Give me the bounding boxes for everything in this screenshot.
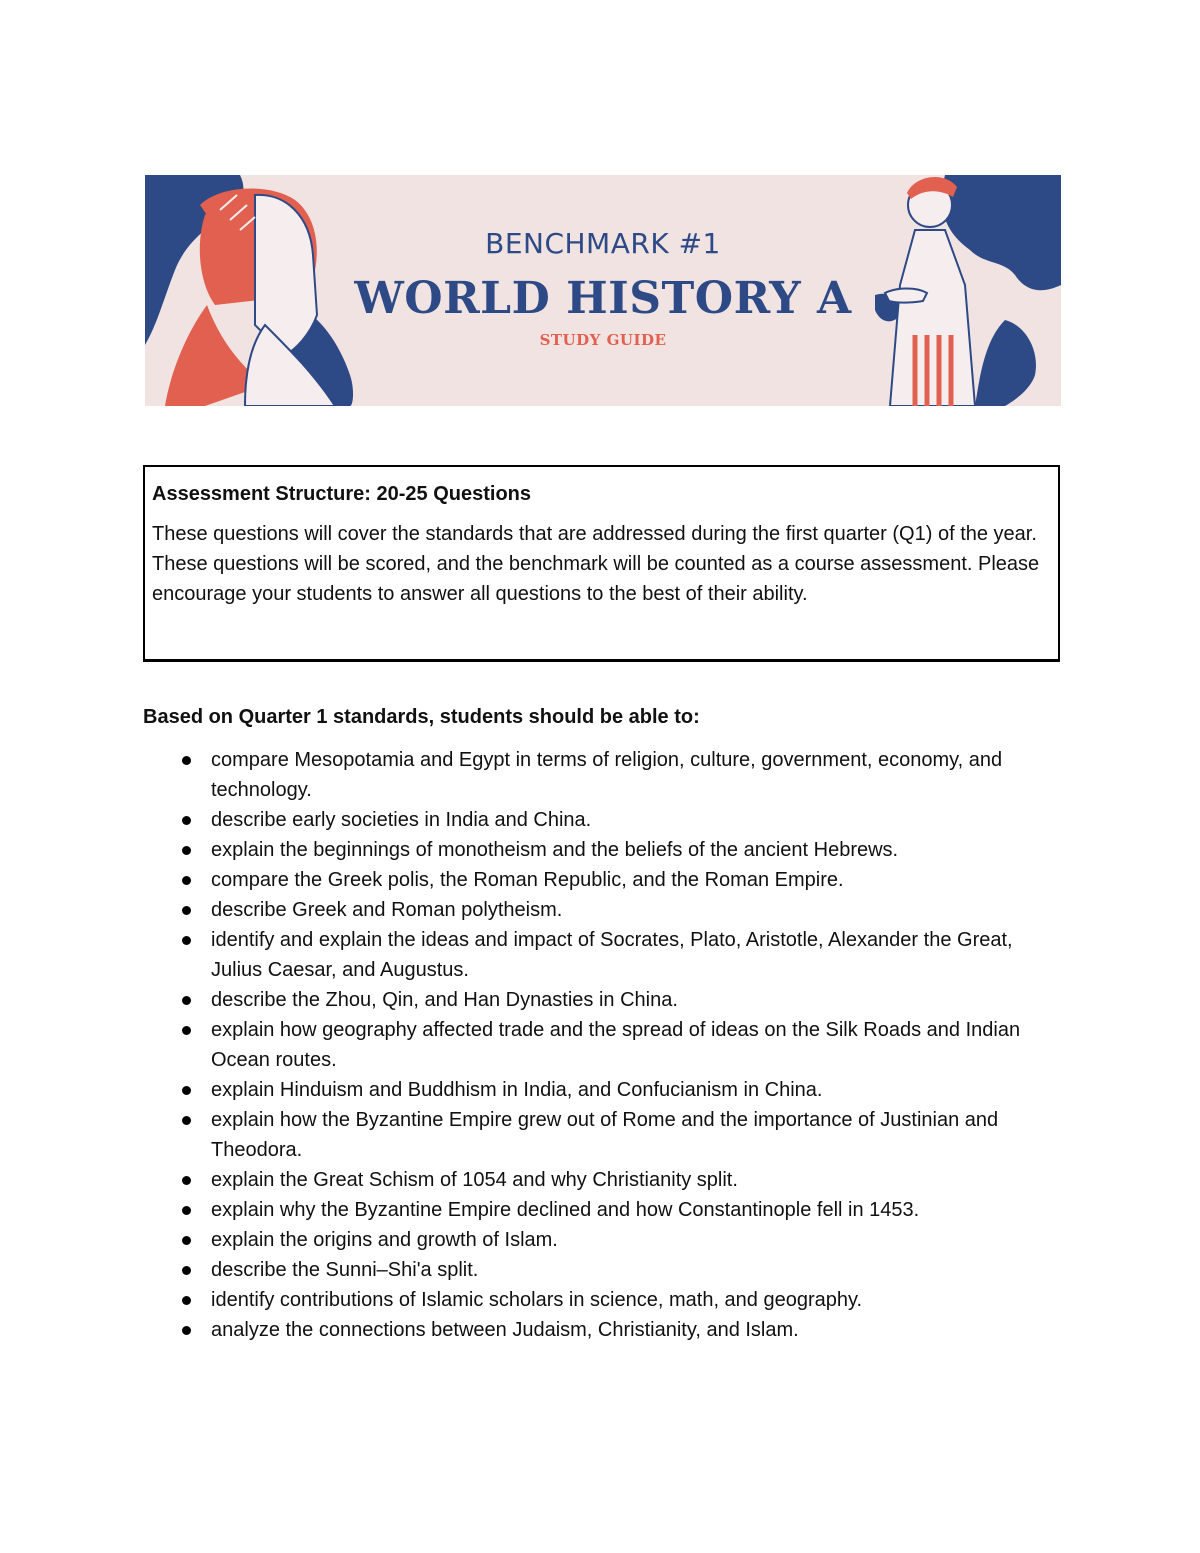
list-item-text: describe the Zhou, Qin, and Han Dynasties in China. (211, 989, 678, 1011)
list-item-text: identify and explain the ideas and impact of Socrates, Plato, Aristotle, Alexander the Great, Julius Caesar, and Augustus. (211, 929, 1013, 981)
standards-list (143, 745, 1063, 1345)
banner (145, 175, 1061, 406)
list-item-text: explain how the Byzantine Empire grew out of Rome and the importance of Justinian and Theodora. (211, 1109, 999, 1161)
bullet-icon (182, 1026, 191, 1035)
banner-tag: STUDY GUIDE (539, 331, 667, 349)
banner-subtitle: BENCHMARK #1 (485, 227, 721, 260)
bullet-icon (182, 1176, 191, 1185)
list-item-text: compare the Greek polis, the Roman Republic, and the Roman Empire. (211, 869, 844, 891)
bullet-icon (182, 1326, 191, 1335)
list-item-text: explain why the Byzantine Empire declined and how Constantinople fell in 1453. (211, 1199, 920, 1221)
bullet-icon (182, 1296, 191, 1305)
list-item (143, 985, 1063, 1015)
standards-heading: Based on Quarter 1 standards, students should be able to: (143, 706, 700, 728)
list-item (143, 745, 1063, 805)
list-item (143, 1165, 1063, 1195)
list-item-text: explain the beginnings of monotheism and the beliefs of the ancient Hebrews. (211, 839, 899, 861)
bullet-icon (182, 1236, 191, 1245)
list-item-text: describe Greek and Roman polytheism. (211, 899, 563, 921)
bullet-icon (182, 816, 191, 825)
list-item (143, 805, 1063, 835)
list-item-text: explain the Great Schism of 1054 and why Christianity split. (211, 1169, 738, 1191)
list-item (143, 1015, 1063, 1075)
list-item-text: identify contributions of Islamic scholars in science, math, and geography. (211, 1289, 863, 1311)
list-item (143, 1105, 1063, 1165)
bullet-icon (182, 876, 191, 885)
assessment-body: These questions will cover the standards that are addressed during the first quarter (Q1) of the year. These questions will be scored, and the benchmark will be counted as a course assessment. Please encourage your students to answer all questions to the best of their ability. (152, 523, 1040, 605)
bullet-icon (182, 1116, 191, 1125)
bullet-icon (182, 756, 191, 765)
list-item (143, 1255, 1063, 1285)
bullet-icon (182, 996, 191, 1005)
bullet-icon (182, 1206, 191, 1215)
list-item-text: explain the origins and growth of Islam. (211, 1229, 558, 1251)
list-item (143, 1195, 1063, 1225)
list-item-text: compare Mesopotamia and Egypt in terms of religion, culture, government, economy, and technology. (211, 749, 1003, 801)
list-item (143, 1315, 1063, 1345)
list-item (143, 1075, 1063, 1105)
banner-title: WORLD HISTORY A (354, 273, 852, 324)
bullet-icon (182, 906, 191, 915)
list-item-text: explain Hinduism and Buddhism in India, and Confucianism in China. (211, 1079, 823, 1101)
list-item-text: analyze the connections between Judaism, Christianity, and Islam. (211, 1319, 799, 1341)
list-item-text: explain how geography affected trade and the spread of ideas on the Silk Roads and Indian Ocean routes. (211, 1019, 1021, 1071)
bullet-icon (182, 1266, 191, 1275)
list-item (143, 865, 1063, 895)
bullet-icon (182, 846, 191, 855)
bullet-icon (182, 936, 191, 945)
list-item (143, 895, 1063, 925)
bullet-icon (182, 1086, 191, 1095)
list-item-text: describe the Sunni–Shi'a split. (211, 1259, 479, 1281)
list-item (143, 1225, 1063, 1255)
assessment-heading: Assessment Structure: 20-25 Questions (152, 483, 532, 505)
list-item (143, 925, 1063, 985)
list-item (143, 835, 1063, 865)
assessment-box (143, 465, 1060, 662)
list-item-text: describe early societies in India and China. (211, 809, 592, 831)
list-item (143, 1285, 1063, 1315)
